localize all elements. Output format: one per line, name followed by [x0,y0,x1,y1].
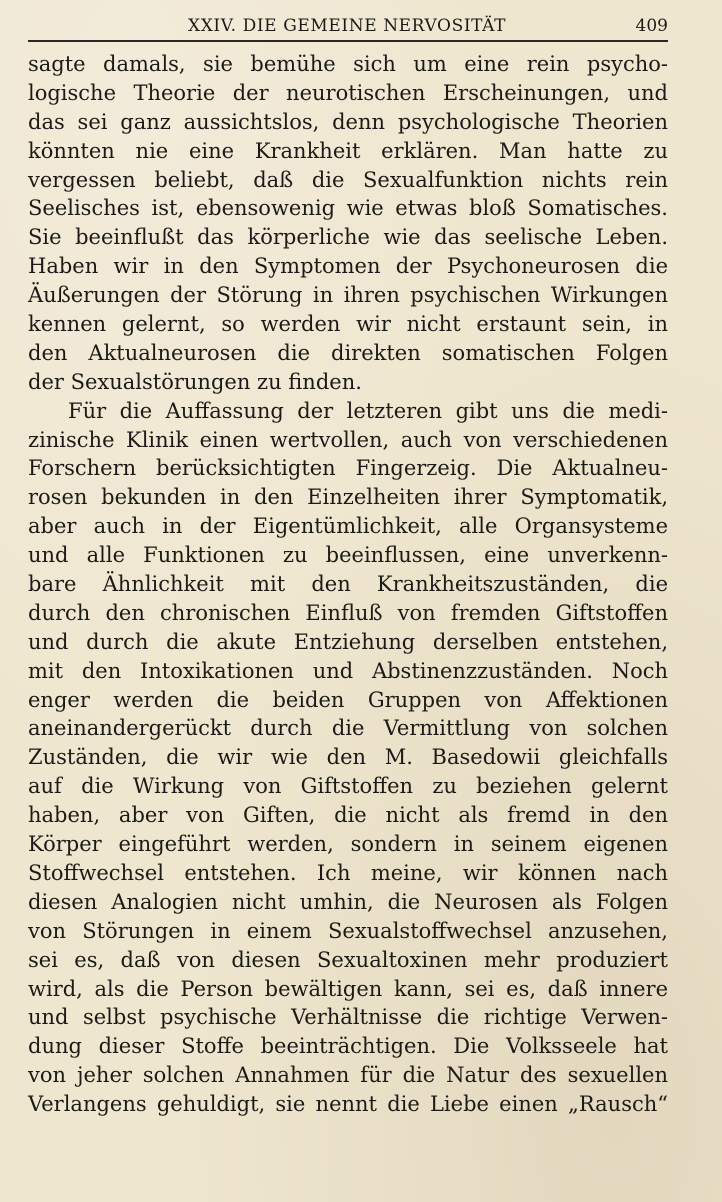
text-line: Zuständen, die wir wie den M. Basedowii gleichfalls [28,745,668,770]
text-line: sei es, daß von diesen Sexualtoxinen mehr produziert [28,947,668,972]
running-title: XXIV. DIE GEMEINE NERVOSITÄT [188,16,507,36]
text-line: und selbst psychische Verhältnisse die richtige Verwen- [28,1005,668,1030]
text-line: durch den chronischen Einfluß von fremden Giftstoffen [28,600,668,625]
text-line: logische Theorie der neurotischen Erscheinungen, und [28,80,668,105]
text-line: Verlangens gehuldigt, sie nennt die Liebe einen „Rausch“ [28,1092,668,1117]
page-number: 409 [635,16,668,36]
text-line: und alle Funktionen zu beeinflussen, eine unverkenn- [28,543,668,568]
text-line: Für die Auffassung der letzteren gibt uns die medi- [68,398,668,423]
text-line: Sie beeinflußt das körperliche wie das seelische Leben. [28,225,668,250]
text-line: auf die Wirkung von Giftstoffen zu beziehen gelernt [28,774,668,799]
text-line: Stoffwechsel entstehen. Ich meine, wir können nach [28,860,668,885]
body-text [28,50,668,1119]
text-line: Forschern berücksichtigten Fingerzeig. Die Aktualneu- [28,456,668,481]
text-line: zinische Klinik einen wertvollen, auch von verschiedenen [28,427,668,452]
text-line: diesen Analogien nicht umhin, die Neurosen als Folgen [28,889,668,914]
text-line: vergessen beliebt, daß die Sexualfunktion nichts rein [28,167,668,192]
text-line: und durch die akute Entziehung derselben entstehen, [28,629,668,654]
text-line: mit den Intoxikationen und Abstinenzzuständen. Noch [28,658,668,683]
text-line: das sei ganz aussichtslos, denn psychologische Theorien [28,109,668,134]
text-line: den Aktualneurosen die direkten somatischen Folgen [28,340,668,365]
page-header [28,14,668,40]
text-line: könnten nie eine Krankheit erklären. Man hatte zu [28,138,668,163]
text-line: Haben wir in den Symptomen der Psychoneurosen die [28,254,668,279]
text-line: Seelisches ist, ebensowenig wie etwas bloß Somatisches. [28,196,668,221]
text-line: wird, als die Person bewältigen kann, sei es, daß innere [28,976,668,1001]
text-line: rosen bekunden in den Einzelheiten ihrer Symptomatik, [28,485,668,510]
text-line: dung dieser Stoffe beeinträchtigen. Die Volksseele hat [28,1034,668,1059]
text-line: enger werden die beiden Gruppen von Affektionen [28,687,668,712]
text-line: von jeher solchen Annahmen für die Natur des sexuellen [28,1063,668,1088]
text-line: aneinandergerückt durch die Vermittlung von solchen [28,716,668,741]
text-line: Körper eingeführt werden, sondern in seinem eigenen [28,832,668,857]
text-line: sagte damals, sie bemühe sich um eine rein psycho- [28,52,668,76]
text-line: haben, aber von Giften, die nicht als fremd in den [28,803,668,828]
text-line: bare Ähnlichkeit mit den Krankheitszuständen, die [28,572,668,597]
text-line: der Sexualstörungen zu finden. [28,369,362,394]
text-line: aber auch in der Eigentümlichkeit, alle Organsysteme [28,514,668,539]
header-rule [28,40,668,42]
text-line: von Störungen in einem Sexualstoffwechsel anzusehen, [28,918,668,943]
text-line: kennen gelernt, so werden wir nicht erstaunt sein, in [28,312,668,337]
text-line: Äußerungen der Störung in ihren psychischen Wirkungen [28,283,668,308]
